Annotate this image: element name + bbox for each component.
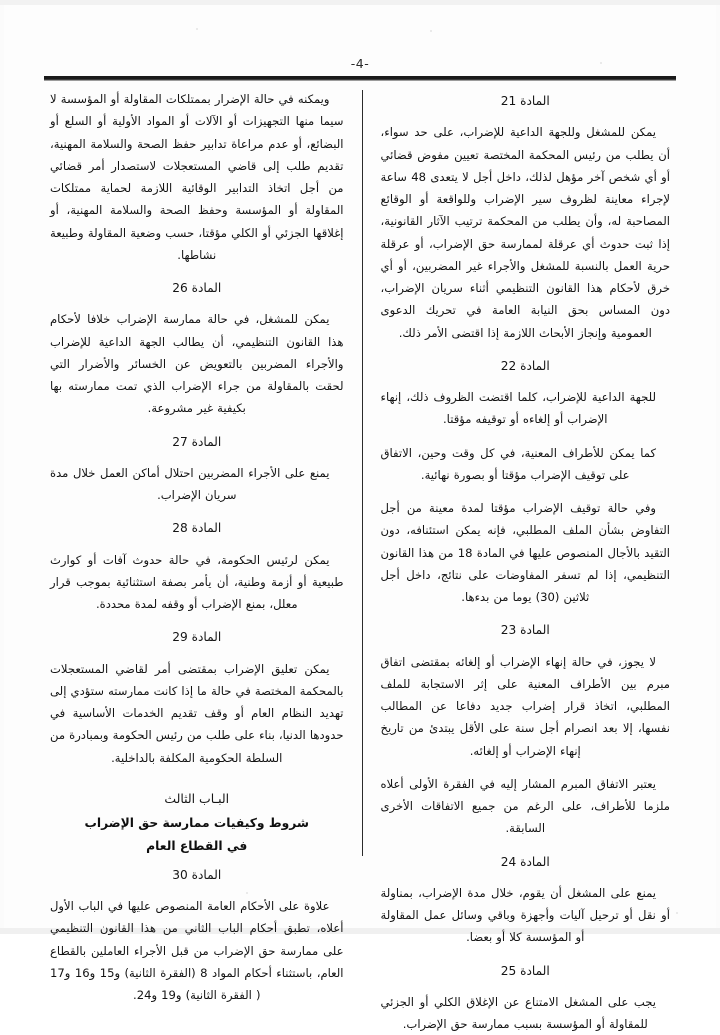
article-22-paragraph-3: وفي حالة توقيف الإضراب مؤقتا لمدة معينة من أجل التفاوض بشأن الملف المطلبي، فإنه يمكن استئنافه، دون التقيد بالأجال المنصوص عليها في المادة 18 من هذا القانون التنظيمي، إذا لم تسفر المفاوضات على نتائج، داخل أجل ثلاثين (30) يوما من بدءها. — [380, 501, 670, 605]
column-right — [363, 88, 683, 1032]
article-28-paragraph-1: يمكن لرئيس الحكومة، في حالة حدوث آفات أو كوارث طبيعية أو أزمة وطنية، أن يأمر بصفة استثنائية بموجب قرار معلل، بمنع الإضراب أو وقفه لمدة محددة. — [50, 552, 344, 612]
article-heading-23: المادة 23 — [500, 623, 550, 638]
scan-speck — [196, 28, 198, 30]
article-heading-27: المادة 27 — [172, 434, 222, 449]
chapter-kicker: البـاب الثالث — [164, 790, 230, 806]
article-heading-26: المادة 26 — [172, 281, 222, 295]
article-heading-30: المادة 30 — [172, 867, 222, 882]
two-column-body — [40, 88, 682, 1032]
article-27-paragraph-1: يمنع على الأجراء المضربين احتلال أماكن العمل خلال مدة سريان الإضراب. — [50, 465, 330, 503]
page-edge-top — [0, 0, 720, 5]
chapter-subtitle: في القطاع العام — [146, 838, 248, 853]
article-22-paragraph-2: كما يمكن للأطراف المعنية، في كل وقت وحين، الاتفاق على توقيف الإضراب مؤقتا أو بصورة نهائية. — [380, 445, 656, 482]
article-30-paragraph-1: علاوة على الأحكام العامة المنصوص عليها في الباب الأول أعلاه، تطبق أحكام الباب الثاني من هذا القانون التنظيمي على ممارسة حق الإضراب من قبل الأجراء العاملين بالقطاع العام، باستثناء أحكام المواد 8 (الفقرة الثانية) و15 و16 و17 ( الفقرة الثانية) و19 و24. — [50, 899, 344, 1003]
article-heading-28: المادة 28 — [172, 521, 222, 536]
article-heading-24: المادة 24 — [500, 854, 550, 869]
scan-speck — [246, 892, 248, 894]
chapter-heading-block — [50, 791, 344, 853]
article-heading-21: المادة 21 — [500, 94, 550, 108]
header-divider-rule — [44, 76, 676, 79]
article-heading-25: المادة 25 — [500, 963, 550, 978]
article-22-paragraph-1: للجهة الداعية للإضراب، كلما اقتضت الظروف ذلك، إنهاء الإضراب أو إلغاءه أو توقيفه مؤقتا. — [380, 390, 656, 427]
article-25-paragraph-1: يجب على المشغل الامتناع عن الإغلاق الكلي أو الجزئي للمقاولة أو المؤسسة بسبب ممارسة حق الإضراب. — [380, 994, 656, 1032]
article-24-paragraph-1: يمنع على المشغل أن يقوم، خلال مدة الإضراب، بمناولة أو نقل أو ترحيل آليات وأجهزة وباقي وسائل عمل المقاولة أو المؤسسة كلا أو بعضا. — [380, 885, 670, 945]
page-edge-right — [716, 5, 720, 928]
article-heading-22: المادة 22 — [500, 358, 550, 373]
article-21-paragraph-1: يمكن للمشغل وللجهة الداعية للإضراب، على حد سواء، أن يطلب من رئيس المحكمة المختصة تعيين مفوض قضائي أو أي شخص آخر مؤهل لذلك، داخل أجل لا يتعدى 48 ساعة لإجراء معاينة لظروف سير الإضراب وللواقعة أو الوقائع المصاحبة له، وأن يطلب من المحكمة ترتيب الآثار القانونية، إذا ثبت حدوث أي عرقلة لممارسة حق الإضراب، أو عرقلة حرية العمل بالنسبة للمشغل والأجراء غير المضربين، أو أي خرق لأحكام هذا القانون التنظيمي أثناء سريان الإضراب، دون المساس بحق النيابة العامة في تحريك الدعوى العمومية وإنجاز الأبحاث اللازمة إذا اقتضى الأمر ذلك. — [380, 125, 670, 340]
chapter-title: شروط وكيفيات ممارسة حق الإضراب — [84, 815, 309, 830]
column-left — [40, 88, 362, 1003]
page-number: -4- — [350, 56, 370, 71]
article-23-paragraph-2: يعتبر الاتفاق المبرم المشار إليه في الفقرة الأولى أعلاه ملزما للأطراف، على الرغم من جميع الاتفاقات الأخرى السابقة. — [380, 776, 670, 836]
article-23-paragraph-1: لا يجوز، في حالة إنهاء الإضراب أو إلغائه بمقتضى اتفاق مبرم بين الأطراف المعنية على إثر الاستجابة للملف المطلبي، اتخاذ قرار إضراب جديد دفاعا عن المطالب نفسها، إلا بعد انصرام أجل سنة على الأقل يبتدئ من تاريخ إنهاء الإضراب أو إلغائه. — [380, 654, 670, 758]
scan-speck — [430, 30, 432, 32]
article-26-paragraph-1: يمكن للمشغل، في حالة ممارسة الإضراب خلافا لأحكام هذا القانون التنظيمي، أن يطالب الجهة الداعية للإضراب والأجراء المضربين بالتعويض عن الخسائر والأضرار التي لحقت بالمقاولة من جراء الإضراب الذي تمت ممارسته بها بكيفية غير مشروعة. — [50, 312, 344, 416]
continuation-paragraph: ويمكنه في حالة الإضرار بممتلكات المقاولة أو المؤسسة لا سيما منها التجهيزات أو الآلات أو المواد الأولية أو السلع أو البضائع، أو عدم مراعاة تدابير حفظ الصحة والسلامة المهنية، تقديم طلب إلى قاضي المستعجلات لاستصدار أمر قضائي من أجل اتخاذ التدابير الوقائية اللازمة لحماية ممتلكات المقاولة أو المؤسسة وحفظ الصحة والسلامة المهنية، أو إغلاقها الجزئي أو الكلي مؤقتا، حسب وضعية المقاولة وطبيعة نشاطها. — [50, 92, 344, 262]
article-29-paragraph-1: يمكن تعليق الإضراب بمقتضى أمر لقاضي المستعجلات بالمحكمة المختصة في حالة ما إذا كانت ممارسته ستؤدي إلى تهديد النظام العام أو وقف تقديم الخدمات الأساسية في حدودها الدنيا، بناء على طلب من رئيس الحكومة وبمبادرة من السلطة الحكومية المكلفة بالداخلية. — [50, 661, 344, 765]
scan-speck — [676, 912, 678, 914]
page-edge-left — [0, 5, 4, 928]
article-heading-29: المادة 29 — [172, 630, 222, 645]
